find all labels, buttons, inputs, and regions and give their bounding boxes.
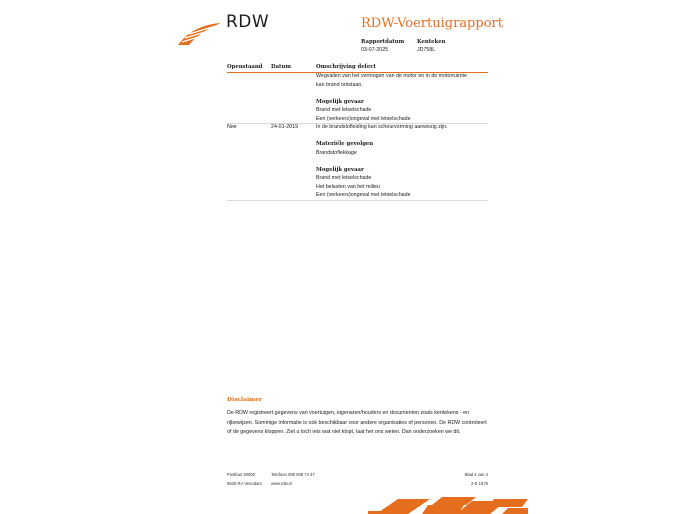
section-item: Brandstoflekkage xyxy=(316,149,357,156)
disclaimer-title: Disclaimer xyxy=(227,397,263,403)
report-date-label: Rapportdatum xyxy=(361,39,405,45)
column-header-openstaand: Openstaand xyxy=(227,64,263,70)
section-item: Het belasten van het milieu xyxy=(316,183,380,190)
datum-value: 24-01-2019 xyxy=(271,124,299,130)
openstaand-value: Nee xyxy=(227,124,237,130)
row-divider xyxy=(227,200,488,201)
table-row xyxy=(316,123,488,200)
column-header-omschrijving: Omschrijving defect xyxy=(316,64,376,70)
disclaimer-text: De RDW registreert gegevens van voertuigen, eigenaren/houders en documenten zoals kentekens - en rijbewijzen. Sommige informatie is ook beschikbaar voor andere organisaties of personen. De RDW controleert of de gegevens kloppen. Ziet u toch iets wat niet klopt, laat het ons weten. Dan onderzoeken we dit. xyxy=(227,410,487,435)
rdw-logo-mark xyxy=(176,22,222,46)
decorative-stripes xyxy=(368,497,528,514)
column-header-datum: Datum xyxy=(271,64,291,70)
table-row xyxy=(316,72,488,123)
section-item: Brand met letselschade xyxy=(316,175,372,181)
footer-postbus: Postbus 30000 xyxy=(227,472,255,477)
report-title: RDW-Voertuigrapport xyxy=(361,16,503,31)
section-item: Een (verkeers)ongeval met letselschade xyxy=(316,115,411,122)
footer-website[interactable]: www.rdw.nl xyxy=(271,481,292,486)
footer-code: 2-E 1678 xyxy=(471,481,488,486)
footer-page-number: Blad 4 van 4 xyxy=(464,472,488,477)
report-date-value: 03-07-2025 xyxy=(361,47,389,53)
defect-description-line: In de brandstofleiding kan scheurvorming aanwezig zijn. xyxy=(316,124,448,130)
plate-value: JD758L xyxy=(417,47,436,53)
section-heading-mogelijk-gevaar: Mogelijk gevaar xyxy=(316,166,364,173)
section-item: Een (verkeers)ongeval met letselschade xyxy=(316,192,411,198)
logo-text: RDW xyxy=(226,12,270,32)
section-heading-materiele-gevolgen: Materiële gevolgen xyxy=(316,141,374,147)
defect-description-line: Wegvallen van het vermogen van de motor en in de motorruimte xyxy=(316,73,467,79)
defect-description-line: kan brand ontstaan. xyxy=(316,81,363,88)
footer-city: 9640 RA Veendam xyxy=(227,481,262,486)
section-item: Brand met letselschade xyxy=(316,107,372,113)
plate-label: Kenteken xyxy=(417,39,446,45)
footer-phone: Telefoon 088 008 74 47 xyxy=(271,472,315,477)
section-heading-mogelijk-gevaar: Mogelijk gevaar xyxy=(316,98,364,105)
